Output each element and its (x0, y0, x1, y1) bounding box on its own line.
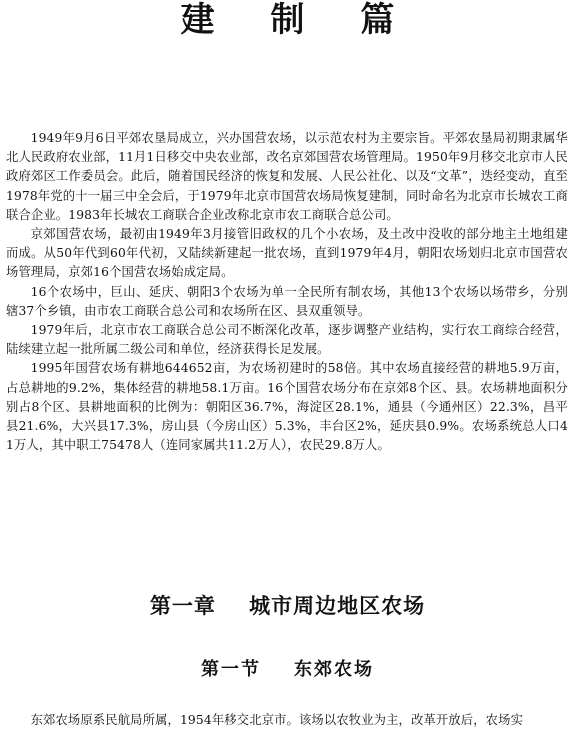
intro-body (6, 129, 568, 455)
section-heading: 第一节 东郊农场 (200, 659, 375, 680)
intro-paragraph-5: 1995年国营农场有耕地644652亩，为农场初建时的58倍。其中农场直接经营的耕地5.9万亩，占总耕地的9.2%，集体经营的耕地58.1万亩。16个国营农场分布在京郊8个区、县。农场耕地面积分别占8个区、县耕地面积的比例为：朝阳区36.7%，海淀区28.1%，通县（今通州区）22.3%，昌平县21.6%，大兴县17.3%，房山县（今房山区）5.3%，丰台区2%，延庆县0.9%。农场系统总人口41万人，其中职工75478人（连同家属共11.2万人），农民29.8万人。 (6, 361, 568, 453)
intro-paragraph-4: 1979年后，北京市农工商联合总公司不断深化改革，逐步调整产业结构，实行农工商综合经营，陆续建立起一批所属二级公司和单位，经济获得长足发展。 (6, 323, 568, 357)
intro-paragraph-3: 16个农场中，巨山、延庆、朝阳3个农场为单一全民所有制农场，其他13个农场以场带乡，分别辖37个乡镇，由市农工商联合总公司和农场所在区、县双重领导。 (6, 284, 568, 318)
intro-paragraph-1: 1949年9月6日平郊农垦局成立，兴办国营农场，以示范农村为主要宗旨。平郊农垦局初期隶属华北人民政府农业部，11月1日移交中央农业部，改名京郊国营农场管理局。1950年9月移交北京市人民政府郊区工作委员会。此后，随着国民经济的恢复和发展、人民公社化、以及“文革”，迭经变动，直至1978年党的十一届三中全会后，于1979年北京市国营农场局恢复建制，同时命名为北京市长城农工商联合企业。1983年长城农工商联合企业改称北京市农工商联合总公司。 (6, 131, 568, 222)
section-first-paragraph: 东郊农场原系民航局所属，1954年移交北京市。该场以农牧业为主，改革开放后，农场实 (30, 713, 524, 727)
chapter-heading: 第一章 城市周边地区农场 (149, 594, 426, 618)
part-title: 建 制 篇 (180, 0, 417, 40)
intro-paragraph-2: 京郊国营农场，最初由1949年3月接管旧政权的几个小农场，及土改中没收的部分地主土地组建而成。从50年代到60年代初，又陆续新建起一批农场，直到1979年4月，朝阳农场划归北京市国营农场管理局，京郊16个国营农场始成定局。 (6, 227, 568, 280)
